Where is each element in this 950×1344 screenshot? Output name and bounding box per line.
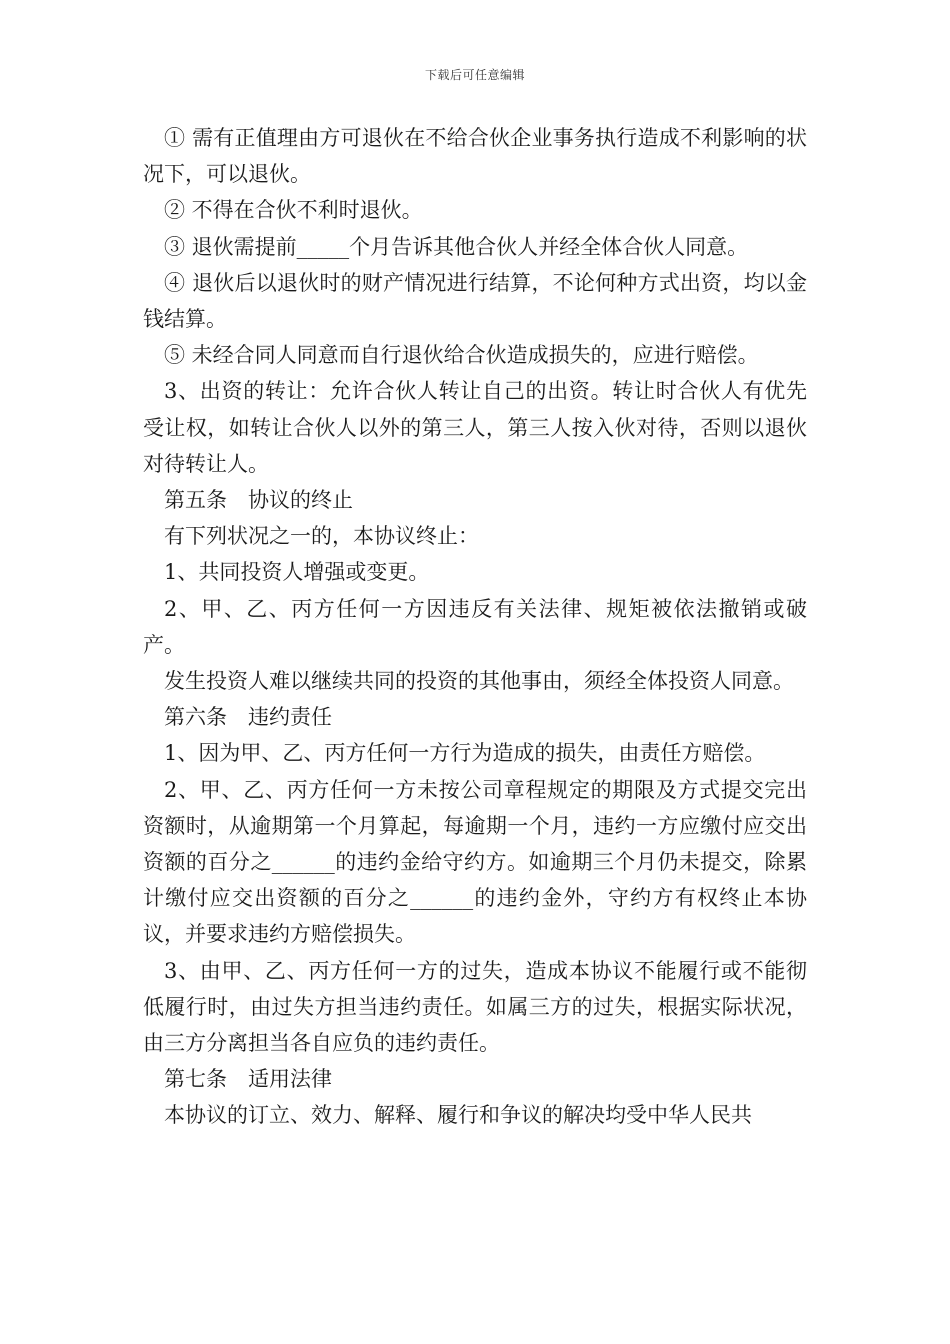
document-body (143, 120, 807, 1134)
paragraph-termination-2: 2、甲、乙、丙方任何一方因违反有关法律、规矩被依法撤销或破产。 (143, 596, 807, 657)
section-heading-article-7: 第七条 适用法律 (164, 1067, 332, 1092)
paragraph-withdrawal-1: ① 需有正值理由方可退伙在不给合伙企业事务执行造成不利影响的状况下，可以退伙。 (143, 126, 807, 187)
paragraph-termination-intro: 有下列状况之一的，本协议终止： (164, 524, 479, 549)
paragraph-applicable-law: 本协议的订立、效力、解释、履行和争议的解决均受中华人民共 (164, 1103, 752, 1128)
paragraph-liability-3: 3、由甲、乙、丙方任何一方的过失，造成本协议不能履行或不能彻低履行时，由过失方担当违约责任。如属三方的过失，根据实际状况，由三方分离担当各自应负的违约责任。 (143, 958, 807, 1056)
section-heading-article-6: 第六条 违约责任 (164, 705, 332, 730)
section-heading-article-5: 第五条 协议的终止 (164, 488, 353, 513)
paragraph-withdrawal-4: ④ 退伙后以退伙时的财产情况进行结算，不论何种方式出资，均以金钱结算。 (143, 270, 807, 332)
paragraph-termination-3: 发生投资人难以继续共同的投资的其他事由，须经全体投资人同意。 (164, 669, 794, 694)
paragraph-withdrawal-2: ② 不得在合伙不利时退伙。 (164, 198, 423, 223)
paragraph-withdrawal-3: ③ 退伙需提前_____个月告诉其他合伙人并经全体合伙人同意。 (164, 234, 749, 259)
paragraph-liability-2: 2、甲、乙、丙方任何一方未按公司章程规定的期限及方式提交完出资额时，从逾期第一个月算起，每逾期一个月，违约一方应缴付应交出资额的百分之______的违约金给守约方。如逾期三个月仍未提交，除累计缴付应交出资额的百分之______的违约金外，守约方有权终止本协议，并要求违约方赔偿损失。 (143, 777, 807, 947)
paragraph-capital-transfer: 3、出资的转让：允许合伙人转让自己的出资。转让时合伙人有优先受让权，如转让合伙人以外的第三人，第三人按入伙对待，否则以退伙对待转让人。 (143, 379, 807, 476)
page-header-note: 下载后可任意编辑 (424, 68, 525, 82)
paragraph-withdrawal-5: ⑤ 未经合同人同意而自行退伙给合伙造成损失的，应进行赔偿。 (164, 343, 759, 368)
paragraph-termination-1: 1、共同投资人增强或变更。 (164, 560, 430, 585)
paragraph-liability-1: 1、因为甲、乙、丙方任何一方行为造成的损失，由责任方赔偿。 (164, 741, 766, 766)
